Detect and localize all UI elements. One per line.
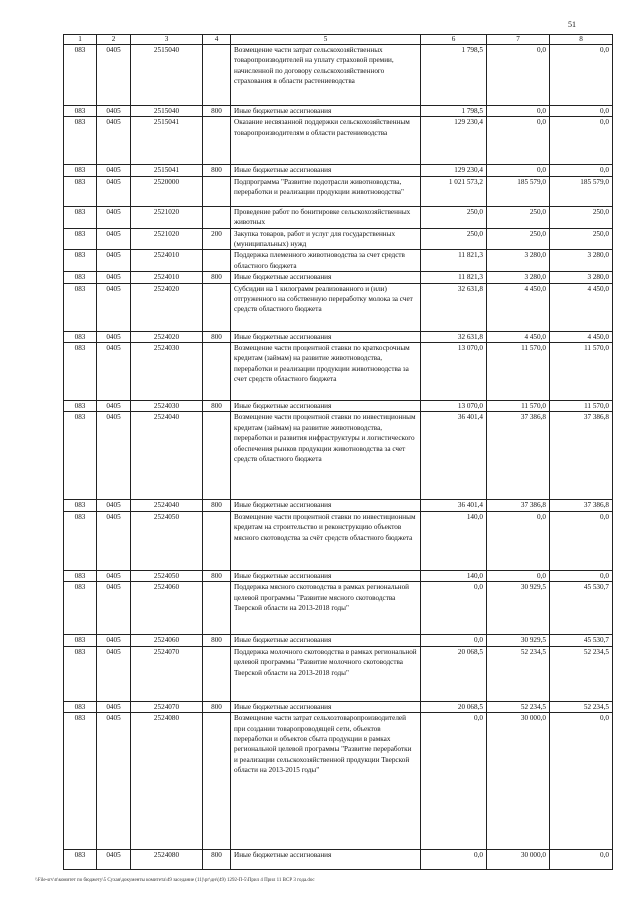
cell-col-3: 2524050 <box>131 511 203 570</box>
cell-col-6: 1 798,5 <box>421 106 487 117</box>
cell-col-4 <box>203 412 231 500</box>
cell-col-5: Иные бюджетные ассигнования <box>231 570 421 581</box>
cell-col-5: Проведение работ по бонитировке сельскохозяйственных животных <box>231 206 421 228</box>
cell-col-1: 083 <box>64 412 97 500</box>
cell-col-3: 2515041 <box>131 165 203 176</box>
cell-col-8: 45 530,7 <box>550 635 613 646</box>
cell-col-4: 800 <box>203 165 231 176</box>
cell-col-3: 2524030 <box>131 401 203 412</box>
cell-col-3: 2524050 <box>131 570 203 581</box>
cell-col-4 <box>203 582 231 635</box>
cell-col-4: 200 <box>203 228 231 250</box>
cell-col-2: 0405 <box>97 701 131 712</box>
table-row <box>64 646 613 701</box>
cell-col-1: 083 <box>64 250 97 272</box>
cell-col-7: 0,0 <box>487 117 550 165</box>
cell-col-2: 0405 <box>97 165 131 176</box>
cell-col-4: 800 <box>203 570 231 581</box>
header-cell: 8 <box>550 35 613 45</box>
cell-col-2: 0405 <box>97 635 131 646</box>
cell-col-6: 11 821,3 <box>421 272 487 283</box>
cell-col-6: 36 401,4 <box>421 412 487 500</box>
cell-col-1: 083 <box>64 570 97 581</box>
cell-col-7: 37 386,8 <box>487 500 550 511</box>
header-cell: 6 <box>421 35 487 45</box>
cell-col-3: 2521020 <box>131 228 203 250</box>
cell-col-2: 0405 <box>97 646 131 701</box>
cell-col-3: 2524020 <box>131 283 203 331</box>
header-cell: 2 <box>97 35 131 45</box>
table-row <box>64 165 613 176</box>
table-row <box>64 106 613 117</box>
cell-col-3: 2524080 <box>131 713 203 850</box>
cell-col-8: 11 570,0 <box>550 343 613 401</box>
cell-col-6: 140,0 <box>421 570 487 581</box>
budget-table <box>63 34 613 870</box>
cell-col-7: 4 450,0 <box>487 331 550 342</box>
cell-col-1: 083 <box>64 206 97 228</box>
page-number: 51 <box>568 20 576 29</box>
cell-col-2: 0405 <box>97 176 131 206</box>
cell-col-3: 2521020 <box>131 206 203 228</box>
cell-col-1: 083 <box>64 701 97 712</box>
cell-col-5: Субсидии на 1 килограмм реализованного и (или) отгруженного на собственную переработку молока за счет средств областного бюджета <box>231 283 421 331</box>
cell-col-8: 0,0 <box>550 570 613 581</box>
table-row <box>64 331 613 342</box>
cell-col-3: 2515041 <box>131 117 203 165</box>
cell-col-2: 0405 <box>97 283 131 331</box>
cell-col-1: 083 <box>64 635 97 646</box>
cell-col-4 <box>203 206 231 228</box>
cell-col-8: 0,0 <box>550 165 613 176</box>
cell-col-6: 32 631,8 <box>421 283 487 331</box>
cell-col-8: 185 579,0 <box>550 176 613 206</box>
cell-col-2: 0405 <box>97 500 131 511</box>
cell-col-8: 0,0 <box>550 713 613 850</box>
header-row <box>64 35 613 45</box>
cell-col-8: 11 570,0 <box>550 401 613 412</box>
cell-col-1: 083 <box>64 117 97 165</box>
cell-col-6: 129 230,4 <box>421 117 487 165</box>
cell-col-6: 13 070,0 <box>421 343 487 401</box>
cell-col-8: 3 280,0 <box>550 250 613 272</box>
table-row <box>64 401 613 412</box>
cell-col-5: Иные бюджетные ассигнования <box>231 701 421 712</box>
cell-col-7: 250,0 <box>487 206 550 228</box>
cell-col-8: 0,0 <box>550 117 613 165</box>
table-row <box>64 412 613 500</box>
cell-col-5: Поддержка племенного животноводства за счет средств областного бюджета <box>231 250 421 272</box>
cell-col-4 <box>203 511 231 570</box>
cell-col-8: 0,0 <box>550 45 613 106</box>
cell-col-5: Иные бюджетные ассигнования <box>231 331 421 342</box>
cell-col-1: 083 <box>64 850 97 870</box>
cell-col-3: 2524020 <box>131 331 203 342</box>
cell-col-4: 800 <box>203 401 231 412</box>
cell-col-4 <box>203 45 231 106</box>
table-row <box>64 850 613 870</box>
cell-col-2: 0405 <box>97 106 131 117</box>
cell-col-5: Возмещение части затрат сельхозтоваропроизводителей при создании товаропроводящей сети, объектов переработки и объектов сбыта продукции в рамках региональной целевой программы "Развитие переработки и реализации сельскохозяйственной продукции Тверской области на 2013-2015 годы" <box>231 713 421 850</box>
cell-col-1: 083 <box>64 582 97 635</box>
table-row <box>64 206 613 228</box>
cell-col-5: Иные бюджетные ассигнования <box>231 500 421 511</box>
cell-col-3: 2524070 <box>131 701 203 712</box>
cell-col-5: Иные бюджетные ассигнования <box>231 401 421 412</box>
cell-col-2: 0405 <box>97 401 131 412</box>
cell-col-4: 800 <box>203 106 231 117</box>
cell-col-3: 2524040 <box>131 500 203 511</box>
cell-col-5: Иные бюджетные ассигнования <box>231 165 421 176</box>
cell-col-5: Возмещение части процентной ставки по инвестиционным кредитам на строительство и реконструкцию объектов мясного скотоводства за счёт средств областного бюджета <box>231 511 421 570</box>
cell-col-4 <box>203 283 231 331</box>
cell-col-7: 0,0 <box>487 106 550 117</box>
cell-col-2: 0405 <box>97 570 131 581</box>
cell-col-4 <box>203 713 231 850</box>
cell-col-5: Закупка товаров, работ и услуг для государственных (муниципальных) нужд <box>231 228 421 250</box>
cell-col-4: 800 <box>203 331 231 342</box>
cell-col-6: 0,0 <box>421 635 487 646</box>
table-row <box>64 500 613 511</box>
cell-col-1: 083 <box>64 331 97 342</box>
cell-col-3: 2524060 <box>131 582 203 635</box>
cell-col-7: 250,0 <box>487 228 550 250</box>
cell-col-7: 0,0 <box>487 511 550 570</box>
cell-col-2: 0405 <box>97 206 131 228</box>
header-cell: 4 <box>203 35 231 45</box>
header-cell: 3 <box>131 35 203 45</box>
cell-col-8: 37 386,8 <box>550 412 613 500</box>
header-cell: 5 <box>231 35 421 45</box>
cell-col-4 <box>203 250 231 272</box>
cell-col-6: 250,0 <box>421 228 487 250</box>
cell-col-6: 129 230,4 <box>421 165 487 176</box>
cell-col-6: 0,0 <box>421 582 487 635</box>
cell-col-7: 30 000,0 <box>487 850 550 870</box>
cell-col-7: 11 570,0 <box>487 401 550 412</box>
table-row <box>64 570 613 581</box>
cell-col-1: 083 <box>64 283 97 331</box>
cell-col-4 <box>203 646 231 701</box>
cell-col-3: 2515040 <box>131 45 203 106</box>
cell-col-4: 800 <box>203 701 231 712</box>
cell-col-4: 800 <box>203 635 231 646</box>
cell-col-7: 3 280,0 <box>487 250 550 272</box>
cell-col-7: 37 386,8 <box>487 412 550 500</box>
table-row <box>64 228 613 250</box>
cell-col-3: 2520000 <box>131 176 203 206</box>
cell-col-2: 0405 <box>97 582 131 635</box>
cell-col-7: 3 280,0 <box>487 272 550 283</box>
table-row <box>64 343 613 401</box>
cell-col-6: 140,0 <box>421 511 487 570</box>
table-row <box>64 272 613 283</box>
cell-col-8: 37 386,8 <box>550 500 613 511</box>
cell-col-8: 0,0 <box>550 511 613 570</box>
cell-col-7: 30 929,5 <box>487 582 550 635</box>
cell-col-5: Возмещение части затрат сельскохозяйственных товаропроизводителей на уплату страховой премии, начисленной по договору сельскохозяйственного страхования в области растениеводства <box>231 45 421 106</box>
cell-col-3: 2524010 <box>131 250 203 272</box>
cell-col-7: 52 234,5 <box>487 646 550 701</box>
cell-col-5: Поддержка молочного скотоводства в рамках региональной целевой программы "Развитие молочного скотоводства Тверской области на 2013-2018 годы" <box>231 646 421 701</box>
cell-col-6: 13 070,0 <box>421 401 487 412</box>
cell-col-6: 36 401,4 <box>421 500 487 511</box>
cell-col-1: 083 <box>64 45 97 106</box>
header-cell: 7 <box>487 35 550 45</box>
cell-col-1: 083 <box>64 106 97 117</box>
cell-col-3: 2524060 <box>131 635 203 646</box>
cell-col-1: 083 <box>64 343 97 401</box>
cell-col-1: 083 <box>64 646 97 701</box>
cell-col-8: 0,0 <box>550 850 613 870</box>
cell-col-1: 083 <box>64 713 97 850</box>
table-row <box>64 635 613 646</box>
cell-col-5: Поддержка мясного скотоводства в рамках региональной целевой программы "Развитие мясного скотоводства Тверской области на 2013-2018 годы" <box>231 582 421 635</box>
cell-col-7: 30 929,5 <box>487 635 550 646</box>
cell-col-4: 800 <box>203 500 231 511</box>
cell-col-5: Иные бюджетные ассигнования <box>231 850 421 870</box>
cell-col-7: 0,0 <box>487 165 550 176</box>
cell-col-4 <box>203 176 231 206</box>
table-row <box>64 713 613 850</box>
cell-col-2: 0405 <box>97 228 131 250</box>
cell-col-6: 0,0 <box>421 713 487 850</box>
table-row <box>64 283 613 331</box>
cell-col-2: 0405 <box>97 331 131 342</box>
cell-col-5: Возмещение части процентной ставки по инвестиционным кредитам (займам) на развитие животноводства, переработки и развития инфраструктуры и логистического обеспечения рынков продукции животноводства за счет средств областного бюджета <box>231 412 421 500</box>
cell-col-2: 0405 <box>97 117 131 165</box>
cell-col-5: Иные бюджетные ассигнования <box>231 272 421 283</box>
cell-col-6: 1 798,5 <box>421 45 487 106</box>
cell-col-6: 20 068,5 <box>421 701 487 712</box>
cell-col-4: 800 <box>203 272 231 283</box>
table-row <box>64 582 613 635</box>
cell-col-1: 083 <box>64 511 97 570</box>
table-row <box>64 250 613 272</box>
cell-col-3: 2524080 <box>131 850 203 870</box>
cell-col-2: 0405 <box>97 343 131 401</box>
cell-col-3: 2524030 <box>131 343 203 401</box>
cell-col-8: 250,0 <box>550 228 613 250</box>
cell-col-6: 11 821,3 <box>421 250 487 272</box>
table-row <box>64 176 613 206</box>
cell-col-7: 30 000,0 <box>487 713 550 850</box>
cell-col-7: 0,0 <box>487 45 550 106</box>
cell-col-7: 11 570,0 <box>487 343 550 401</box>
cell-col-1: 083 <box>64 500 97 511</box>
table-row <box>64 511 613 570</box>
cell-col-6: 1 021 573,2 <box>421 176 487 206</box>
cell-col-8: 0,0 <box>550 106 613 117</box>
cell-col-5: Возмещение части процентной ставки по краткосрочным кредитам (займам) на развитие животноводства, переработки и реализации продукции животноводства за счет средств областного бюджета <box>231 343 421 401</box>
cell-col-2: 0405 <box>97 272 131 283</box>
cell-col-3: 2524040 <box>131 412 203 500</box>
cell-col-1: 083 <box>64 176 97 206</box>
header-cell: 1 <box>64 35 97 45</box>
cell-col-1: 083 <box>64 165 97 176</box>
table-row <box>64 701 613 712</box>
cell-col-8: 52 234,5 <box>550 646 613 701</box>
cell-col-8: 250,0 <box>550 206 613 228</box>
cell-col-8: 45 530,7 <box>550 582 613 635</box>
cell-col-2: 0405 <box>97 850 131 870</box>
cell-col-2: 0405 <box>97 412 131 500</box>
cell-col-7: 0,0 <box>487 570 550 581</box>
cell-col-2: 0405 <box>97 713 131 850</box>
file-path-footer: \\File-srv\п\комитет по бюджету\5 Сухая\документы комитета\49 заседание (11)\рг\дн\(49) 1292-П-5\Прил 4 Прил 11 ВСР 3 года.doc <box>35 878 315 883</box>
table-row <box>64 45 613 106</box>
cell-col-6: 20 068,5 <box>421 646 487 701</box>
cell-col-6: 250,0 <box>421 206 487 228</box>
cell-col-2: 0405 <box>97 45 131 106</box>
table-row <box>64 117 613 165</box>
cell-col-6: 32 631,8 <box>421 331 487 342</box>
cell-col-6: 0,0 <box>421 850 487 870</box>
cell-col-4 <box>203 343 231 401</box>
cell-col-5: Подпрограмма "Развитие подотрасли животноводства, переработки и реализации продукции животноводства" <box>231 176 421 206</box>
cell-col-8: 4 450,0 <box>550 283 613 331</box>
cell-col-7: 185 579,0 <box>487 176 550 206</box>
cell-col-5: Иные бюджетные ассигнования <box>231 635 421 646</box>
cell-col-1: 083 <box>64 401 97 412</box>
cell-col-3: 2515040 <box>131 106 203 117</box>
cell-col-7: 52 234,5 <box>487 701 550 712</box>
cell-col-1: 083 <box>64 228 97 250</box>
cell-col-4: 800 <box>203 850 231 870</box>
cell-col-5: Оказание несвязанной поддержки сельскохозяйственным товаропроизводителям в области растениеводства <box>231 117 421 165</box>
cell-col-2: 0405 <box>97 511 131 570</box>
cell-col-8: 4 450,0 <box>550 331 613 342</box>
cell-col-5: Иные бюджетные ассигнования <box>231 106 421 117</box>
cell-col-3: 2524070 <box>131 646 203 701</box>
cell-col-1: 083 <box>64 272 97 283</box>
cell-col-8: 52 234,5 <box>550 701 613 712</box>
cell-col-2: 0405 <box>97 250 131 272</box>
cell-col-3: 2524010 <box>131 272 203 283</box>
cell-col-8: 3 280,0 <box>550 272 613 283</box>
cell-col-4 <box>203 117 231 165</box>
cell-col-7: 4 450,0 <box>487 283 550 331</box>
